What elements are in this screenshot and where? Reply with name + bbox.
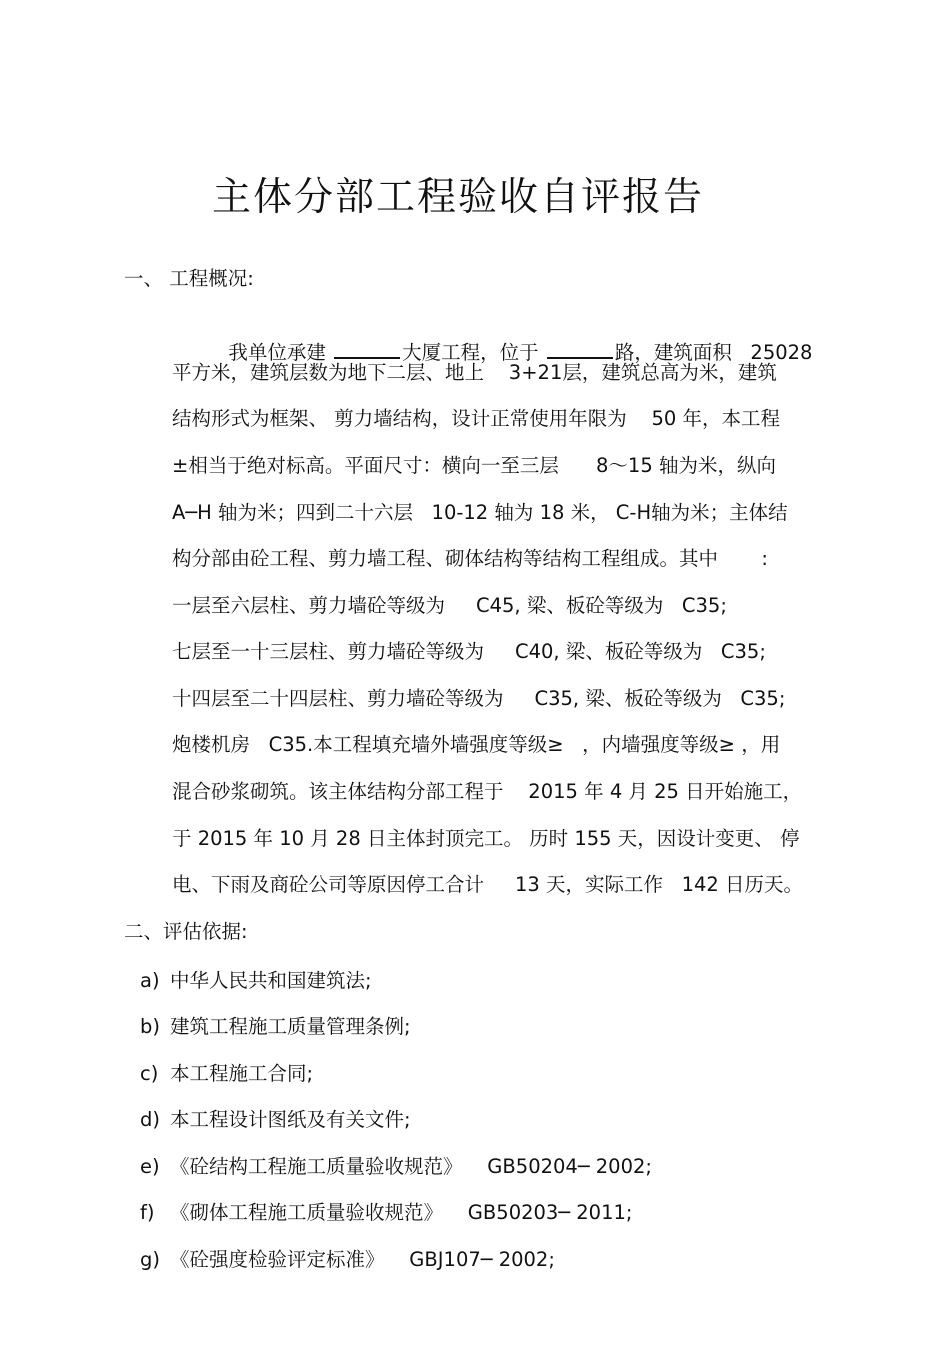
list-item-label: g) (140, 1248, 160, 1271)
list-item-text: 本工程设计图纸及有关文件; (170, 1108, 411, 1131)
blank-underline (547, 340, 613, 359)
paragraph-line: 一层至六层柱、剪力墙砼等级为 C45, 梁、板砼等级为 C35; (172, 594, 727, 617)
document-title: 主体分部工程验收自评报告 (211, 175, 704, 220)
section-2-heading: 二、评估依据: (124, 920, 248, 943)
paragraph-text-b: 大厦工程，位于 (402, 341, 545, 364)
list-item-label: d) (140, 1108, 160, 1131)
paragraph-line: 平方米，建筑层数为地下二层、地上 3+21层，建筑总高为米，建筑 (172, 361, 777, 384)
paragraph-line: ±相当于绝对标高。平面尺寸：横向一至三层 8～15 轴为米，纵向 (172, 454, 776, 477)
paragraph-line: 十四层至二十四层柱、剪力墙砼等级为 C35, 梁、板砼等级为 C35; (172, 687, 786, 710)
paragraph-line: 七层至一十三层柱、剪力墙砼等级为 C40, 梁、板砼等级为 C35; (172, 640, 766, 663)
list-item-text: 建筑工程施工质量管理条例; (170, 1015, 411, 1038)
list-item-label: a) (140, 969, 160, 992)
paragraph-text-c: 路，建筑面积 25028 (614, 341, 813, 364)
paragraph-line: 结构形式为框架、 剪力墙结构，设计正常使用年限为 50 年，本工程 (172, 407, 781, 430)
list-item-label: b) (140, 1015, 160, 1038)
paragraph-line: 炮楼机房 C35.本工程填充墙外墙强度等级≥ ，内墙强度等级≥ ，用 (172, 733, 781, 756)
paragraph-line: 构分部由砼工程、剪力墙工程、砌体结构等结构工程组成。其中 : (172, 547, 768, 570)
blank-underline (334, 340, 400, 359)
list-item-text: 《砼强度检验评定标准》 GBJ107─ 2002; (170, 1248, 555, 1271)
paragraph-line: 于 2015 年 10 月 28 日主体封顶完工。 历时 155 天，因设计变更、 停 (172, 827, 800, 850)
list-item-label: f) (140, 1201, 155, 1224)
paragraph-line: A─H 轴为米；四到二十六层 10-12 轴为 18 米， C-H轴为米；主体结 (172, 501, 788, 524)
paragraph-text-a: 我单位承建 (228, 341, 333, 364)
list-item-label: e) (140, 1155, 160, 1178)
paragraph-line: 混合砂浆砌筑。该主体结构分部工程于 2015 年 4 月 25 日开始施工， (172, 780, 803, 803)
list-item-text: 中华人民共和国建筑法; (170, 969, 372, 992)
list-item-label: c) (140, 1062, 159, 1085)
section-1-heading: 一、 工程概况: (124, 267, 254, 290)
paragraph-line: 电、下雨及商砼公司等原因停工合计 13 天，实际工作 142 日历天。 (172, 873, 804, 896)
list-item-text: 《砼结构工程施工质量验收规范》 GB50204─ 2002; (170, 1155, 652, 1178)
list-item-text: 本工程施工合同; (170, 1062, 314, 1085)
paragraph-first-line (216, 314, 812, 366)
list-item-text: 《砌体工程施工质量验收规范》 GB50203─ 2011; (170, 1201, 633, 1224)
